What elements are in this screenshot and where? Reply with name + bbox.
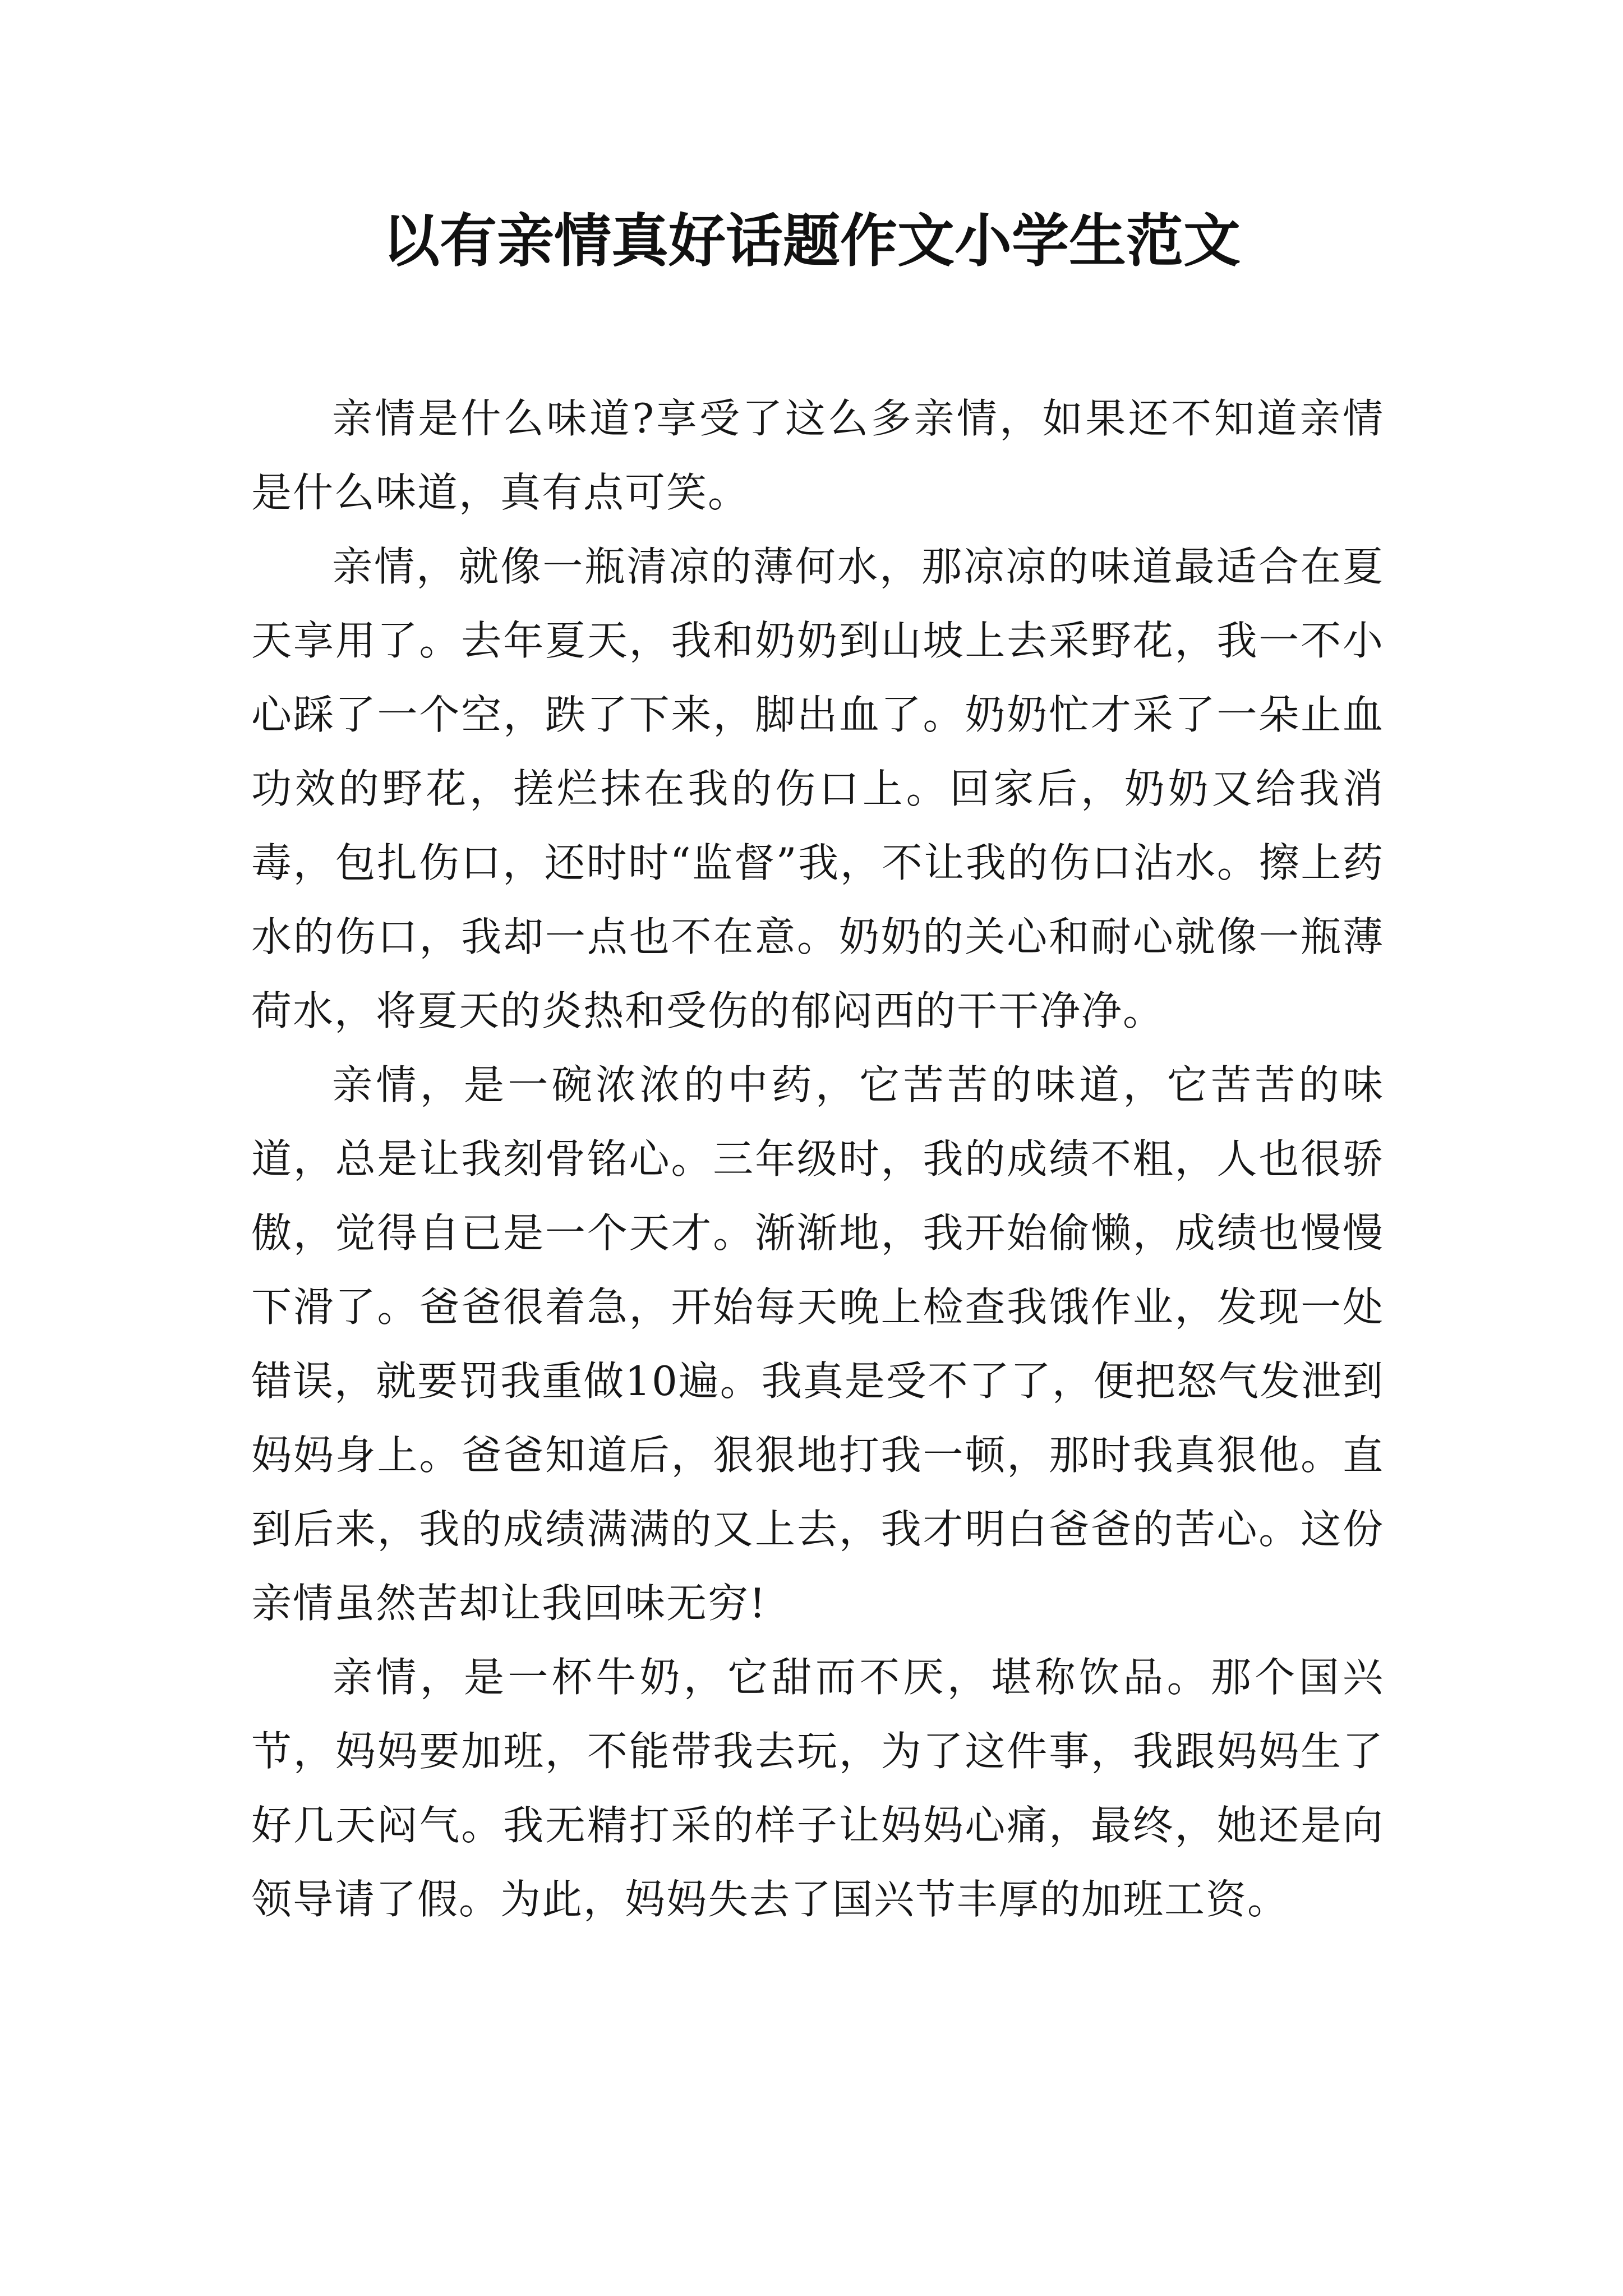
document-body: [251, 381, 1384, 1936]
paragraph-3: 亲情，是一碗浓浓的中药，它苦苦的味道，它苦苦的味道，总是让我刻骨铭心。三年级时，我的成绩不粗，人也很骄傲，觉得自已是一个天才。渐渐地，我开始偷懒，成绩也慢慢下滑了。爸爸很着急，开始每天晚上检查我饿作业，发现一处错误，就要罚我重做10遍。我真是受不了了，便把怒气发泄到妈妈身上。爸爸知道后，狠狠地打我一顿，那时我真狠他。直到后来，我的成绩满满的又上去，我才明白爸爸的苦心。这份亲情虽然苦却让我回味无穷!: [251, 1061, 1384, 1627]
paragraph-4: 亲情，是一杯牛奶，它甜而不厌，堪称饮品。那个国兴节，妈妈要加班，不能带我去玩，为了这件事，我跟妈妈生了好几天闷气。我无精打采的样子让妈妈心痛，最终，她还是向领导请了假。为此，妈妈失去了国兴节丰厚的加班工资。: [251, 1654, 1384, 1923]
paragraph-2: 亲情，就像一瓶清凉的薄何水，那凉凉的味道最适合在夏天享用了。去年夏天，我和奶奶到山坡上去采野花，我一不小心踩了一个空，跌了下来，脚出血了。奶奶忙才采了一朵止血功效的野花，搓烂抹在我的伤口上。回家后，奶奶又给我消毒，包扎伤口，还时时“监督”我，不让我的伤口沾水。擦上药水的伤口，我却一点也不在意。奶奶的关心和耐心就像一瓶薄荷水，将夏天的炎热和受伤的郁闷西的干干净净。: [251, 543, 1384, 1034]
paragraph-1: 亲情是什么味道?享受了这么多亲情，如果还不知道亲情是什么味道，真有点可笑。: [251, 395, 1384, 516]
document-title: 以有亲情真好话题作文小学生范文: [382, 208, 1241, 275]
